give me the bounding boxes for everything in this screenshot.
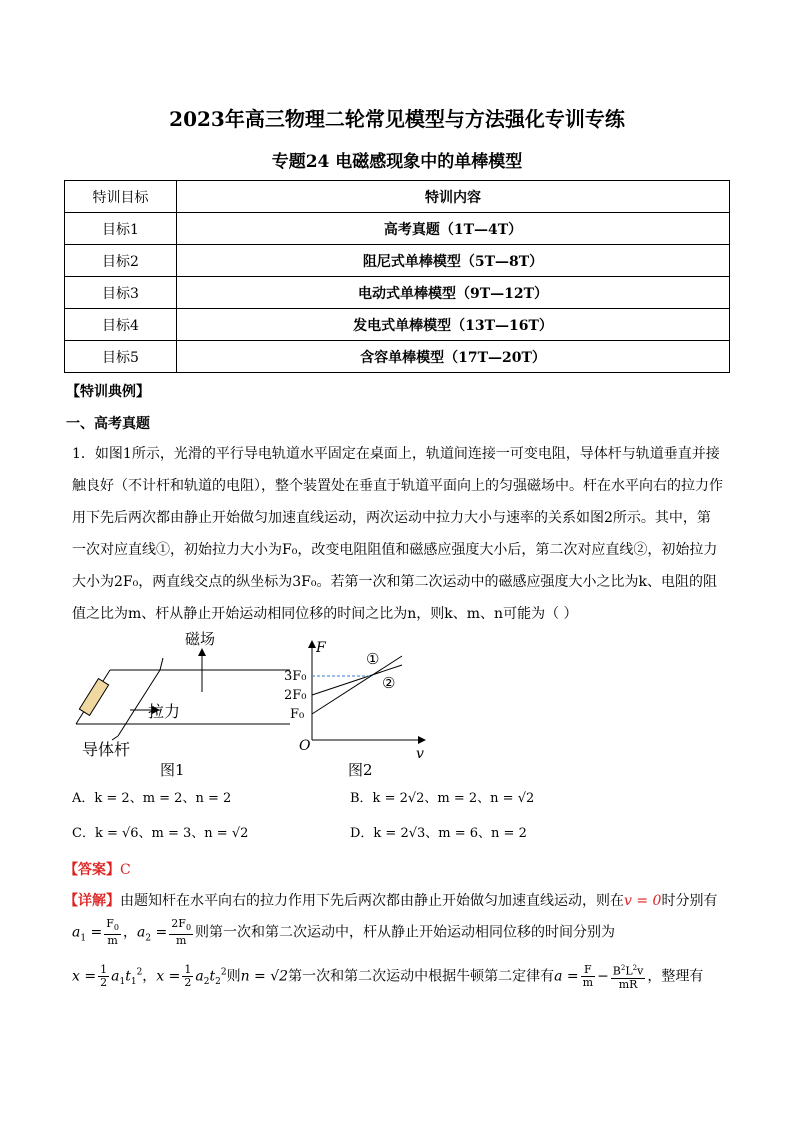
detail-v0: v = 0 [624,893,662,909]
table-cell: 发电式单棒模型（13T—16T） [177,309,730,341]
section-title: 一、高考真题 [66,416,150,432]
detail-label: 【详解】 [64,893,120,909]
origin-label: O [299,738,311,754]
option-b: B．k = 2√2、m = 2、n = √2 [350,791,535,806]
table-cell: 目标5 [65,341,177,373]
option-d: D．k = 2√3、m = 6、n = 2 [350,826,527,841]
option-c: C．k = √6、m = 3、n = √2 [72,826,249,841]
table-cell: 电动式单棒模型（9T—12T） [177,277,730,309]
question-line: 1．如图1所示，光滑的平行导电轨道水平固定在桌面上，轨道间连接一可变电阻，导体杆与轨道垂直并接 [72,446,720,462]
question-line: 值之比为m、杆从静止开始运动相同位移的时间之比为n，则k、m、n可能为（ ） [72,606,578,622]
page-title: 2023年高三物理二轮常见模型与方法强化专训专练 [169,107,625,131]
table-header-cell: 特训目标 [65,181,177,213]
tick-3f0: 3F₀ [284,669,307,684]
page-subtitle: 专题24 电磁感现象中的单棒模型 [271,152,523,172]
y-axis-label: F [316,640,326,656]
table-cell: 目标1 [65,213,177,245]
line-2-label: ② [382,674,396,692]
detail-line-2: $a_1$ = $\frac{F_0}{m}$ ，$a_2$ = $\frac{2F_0}{m}$ 则第一次和第二次运动中，杆从静止开始运动相同位移的时间分别为 [72,917,616,948]
line-1-label: ① [366,650,380,668]
detail-text: 第一次和第二次运动中根据牛顿第二定律有 [288,968,555,985]
detail-text: 时分别有 [661,893,718,909]
label-rod: 导体杆 [82,740,131,759]
field-arrowhead-icon [198,648,206,656]
table-row [65,341,730,373]
table-header-cell: 特训内容 [177,181,730,213]
question-line: 大小为2F₀，两直线交点的纵坐标为3F₀。若第一次和第二次运动中的磁感应强度大小之比为k、电阻的阻 [72,574,717,590]
figure-2-caption: 图2 [348,761,373,779]
x-axis-arrow-icon [418,736,426,744]
table-row [65,245,730,277]
rod-top-extension [160,658,163,670]
section-header: 【特训典例】 [66,384,150,400]
x-axis-label: v [416,746,424,762]
question-line: 触良好（不计杆和轨道的电阻），整个装置处在垂直于轨道平面向上的匀强磁场中。杆在水平向右的拉力作 [72,478,723,494]
figure-1-caption: 图1 [160,761,185,778]
answer-value: C [120,862,131,878]
detail-text: 则第一次和第二次运动中，杆从静止开始运动相同位移的时间分别为 [195,924,616,941]
question-text [72,438,732,630]
table-header-row [65,181,730,213]
question-line: 用下先后两次都由静止开始做匀加速直线运动，两次运动中拉力大小与速率的关系如图2所示。其中，第 [72,510,711,526]
table-cell: 目标2 [65,245,177,277]
detail-n: n = √2 [240,968,289,985]
tick-f0: F₀ [290,707,305,722]
goals-table [64,180,730,373]
detail-line-1 [64,890,744,910]
option-a: A．k = 2、m = 2、n = 2 [72,791,232,806]
table-row [65,277,730,309]
label-pull-force: 拉力 [148,702,181,721]
table-cell: 目标4 [65,309,177,341]
table-cell: 目标3 [65,277,177,309]
table-cell: 阻尼式单棒模型（5T—8T） [177,245,730,277]
answer-block [64,859,131,879]
detail-text: 则 [226,968,241,985]
detail-line-3: x = $\frac{1}{2}$ $a_1t_1^2$，x = $\frac{1}{2}$ $a_2t_2^2$则n = √2第一次和第二次运动中根据牛顿第二定律有a = $\frac{F}{m}$ − $\frac{B^2L^2v}{mR}$ ，整理有 [72,962,704,991]
resistor-icon [79,679,108,716]
table-cell: 高考真题（1T—4T） [177,213,730,245]
table-row [65,309,730,341]
label-magnetic-field: 磁场 [185,630,216,648]
detail-text: 由题知杆在水平向右的拉力作用下先后两次都由静止开始做匀加速直线运动，则在 [120,893,624,909]
y-axis-arrow-icon [308,640,316,648]
table-cell: 含容单棒模型（17T—20T） [177,341,730,373]
detail-text: ，整理有 [647,968,704,985]
tick-2f0: 2F₀ [284,688,307,703]
table-row [65,213,730,245]
question-line: 一次对应直线①，初始拉力大小为F₀，改变电阻阻值和磁感应强度大小后，第二次对应直线②，初始拉力 [72,542,718,558]
answer-label: 【答案】 [64,862,120,878]
figure-2 [282,636,432,780]
figure-1 [68,628,298,778]
